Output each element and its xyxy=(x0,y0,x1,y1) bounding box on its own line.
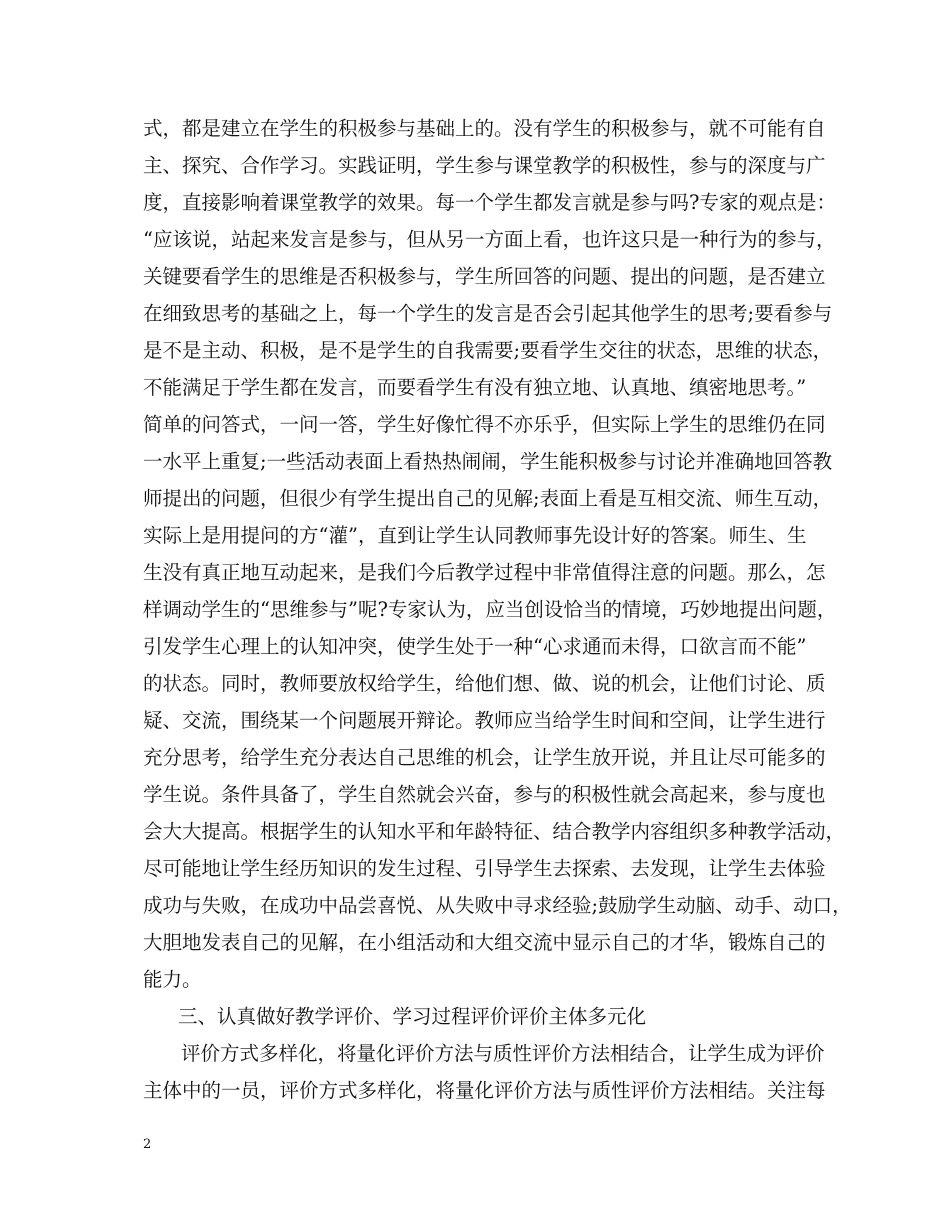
section-heading: 三、认真做好教学评价、学习过程评价评价主体多元化 xyxy=(178,1005,647,1028)
body-text-line: 在细致思考的基础之上，每一个学生的发言是否会引起其他学生的思考;要看参与 xyxy=(143,302,833,325)
body-text-line: 度，直接影响着课堂教学的效果。每一个学生都发言就是参与吗?专家的观点是： xyxy=(143,191,836,214)
body-text-line: 学生说。条件具备了，学生自然就会兴奋，参与的积极性就会高起来，参与度也 xyxy=(143,783,826,806)
body-text-line: 式，都是建立在学生的积极参与基础上的。没有学生的积极参与，就不可能有自 xyxy=(143,117,826,140)
body-text-line: 评价方式多样化，将量化评价方法与质性评价方法相结合，让学生成为评价 xyxy=(181,1042,825,1065)
body-text-line: “应该说，站起来发言是参与，但从另一方面上看，也许这只是一种行为的参与， xyxy=(143,228,836,251)
body-text-line: 充分思考，给学生充分表达自己思维的机会，让学生放开说，并且让尽可能多的 xyxy=(143,746,826,769)
body-text-line: 师提出的问题，但很少有学生提出自己的见解;表面上看是互相交流、师生互动， xyxy=(143,487,833,510)
body-text-line: 尽可能地让学生经历知识的发生过程、引导学生去探索、去发现，让学生去体验 xyxy=(143,857,826,880)
body-text-line: 成功与失败，在成功中品尝喜悦、从失败中寻求经验;鼓励学生动脑、动手、动口， xyxy=(143,894,852,917)
body-text-line: 主、探究、合作学习。实践证明，学生参与课堂教学的积极性，参与的深度与广 xyxy=(143,154,826,177)
body-text-line: 主体中的一员，评价方式多样化，将量化评价方法与质性评价方法相结。关注每 xyxy=(143,1079,826,1102)
body-text-line: 是不是主动、积极，是不是学生的自我需要;要看学生交往的状态，思维的状态， xyxy=(143,339,833,362)
body-text-line: 大胆地发表自己的见解，在小组活动和大组交流中显示自己的才华，锻炼自己的 xyxy=(143,931,826,954)
body-text-line: 引发学生心理上的认知冲突，使学生处于一种“心求通而未得，口欲言而不能” xyxy=(143,635,807,658)
body-text-line: 实际上是用提问的方“灌”，直到让学生认同教师事先设计好的答案。师生、生 xyxy=(143,524,807,547)
body-text-line: 的状态。同时，教师要放权给学生，给他们想、做、说的机会，让他们讨论、质 xyxy=(143,672,826,695)
body-text-line: 生没有真正地互动起来，是我们今后教学过程中非常值得注意的问题。那么，怎 xyxy=(143,561,826,584)
page-number: 2 xyxy=(143,1137,152,1152)
body-text-line: 样调动学生的“思维参与”呢?专家认为，应当创设恰当的情境，巧妙地提出问题， xyxy=(143,598,837,621)
body-text-line: 简单的问答式，一问一答，学生好像忙得不亦乐乎，但实际上学生的思维仍在同 xyxy=(143,413,826,436)
body-text-line: 疑、交流，围绕某一个问题展开辩论。教师应当给学生时间和空间，让学生进行 xyxy=(143,709,826,732)
body-text-line: 会大大提高。根据学生的认知水平和年龄特征、结合教学内容组织多种教学活动， xyxy=(143,820,846,843)
body-text-line: 不能满足于学生都在发言，而要看学生有没有独立地、认真地、缜密地思考。” xyxy=(143,376,807,399)
body-text-line: 一水平上重复;一些活动表面上看热热闹闹，学生能积极参与讨论并准确地回答教 xyxy=(143,450,833,473)
body-text-line: 能力。 xyxy=(143,968,202,991)
body-text-line: 关键要看学生的思维是否积极参与，学生所回答的问题、提出的问题，是否建立 xyxy=(143,265,826,288)
